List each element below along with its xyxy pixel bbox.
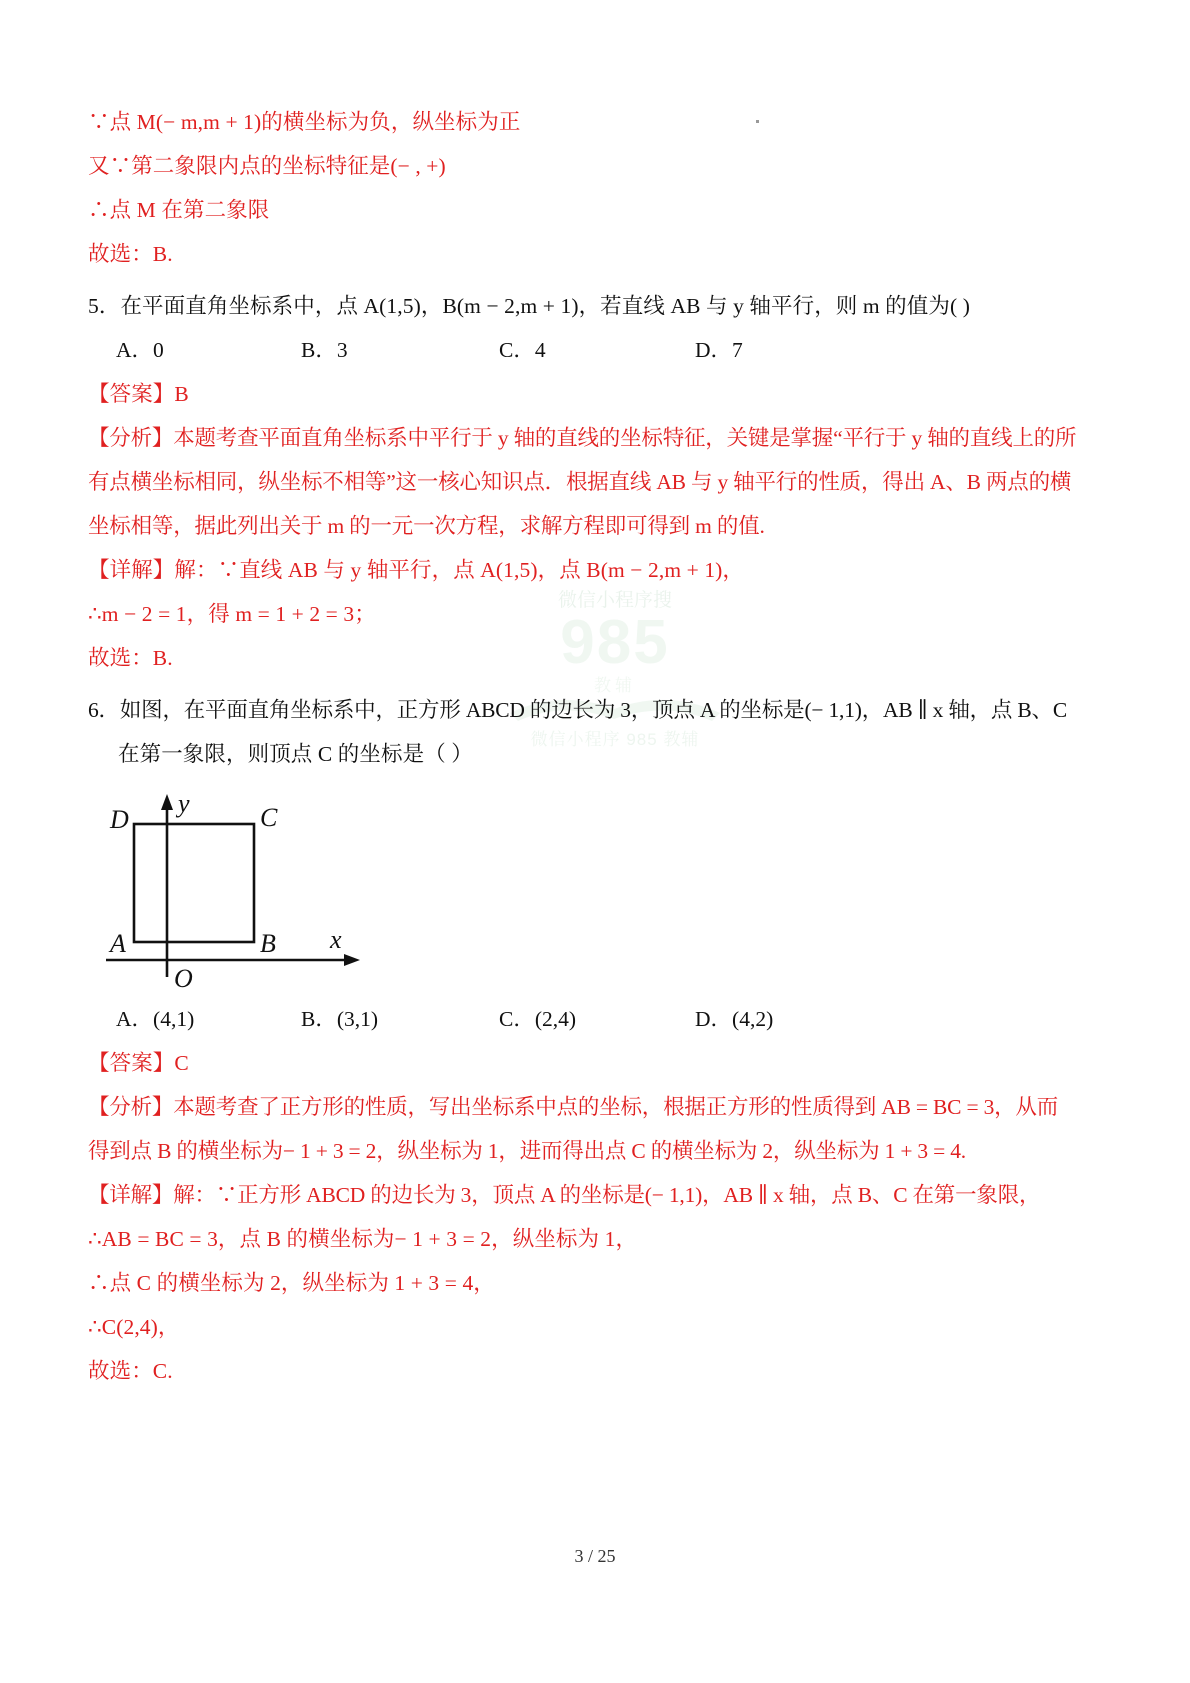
y-axis-arrow-icon: [161, 794, 173, 810]
question-6-detail-line-4: ∴C(2,4)，: [88, 1315, 180, 1339]
prev-solution-line-3: ∴点 M 在第二象限: [88, 198, 270, 222]
detail-label: 【详解】: [88, 558, 175, 582]
prev-solution-conclusion: 故选：B.: [88, 242, 173, 266]
option-c-key: C．: [499, 1007, 535, 1031]
question-6-option-c[interactable]: [499, 997, 695, 1041]
origin-label-o: O: [174, 964, 193, 993]
question-6-analysis-line-1: [88, 1085, 1098, 1129]
option-b-key: B．: [301, 1007, 337, 1031]
prev-solution-line-1: ∵点 M(− m,m + 1)的横坐标为负，纵坐标为正: [88, 110, 521, 134]
analysis-label: 【分析】: [88, 426, 174, 450]
vertex-label-d: D: [110, 805, 129, 834]
question-6-detail-line-1: [88, 1173, 1098, 1217]
question-6-answer: [88, 1041, 1098, 1085]
square-abcd: [134, 824, 254, 942]
page-number-footer: 3 / 25: [574, 1546, 616, 1566]
question-6-option-b[interactable]: [301, 997, 499, 1041]
prev-solution-line-2: 又∵第二象限内点的坐标特征是(− , +): [88, 154, 446, 178]
answer-value: B: [174, 382, 189, 406]
coordinate-plane-diagram: [98, 782, 428, 997]
question-5-option-d[interactable]: [695, 328, 855, 372]
analysis-text: 本题考查了正方形的性质，写出坐标系中点的坐标，根据正方形的性质得到 AB = BC = 3，从而: [173, 1095, 1059, 1119]
question-5-detail-line-2: ∴m − 2 = 1，得 m = 1 + 2 = 3；: [88, 602, 376, 626]
question-6-stem-line-2: 在第一象限，则顶点 C 的坐标是（ ）: [118, 742, 473, 766]
question-6-options: [88, 997, 1098, 1041]
vertex-label-b: B: [260, 929, 276, 958]
option-d-key: D．: [695, 338, 733, 362]
axis-label-y: y: [178, 789, 190, 818]
question-6-detail-line-3: ∴点 C 的横坐标为 2，纵坐标为 1 + 3 = 4，: [88, 1271, 495, 1295]
question-6-detail-line-2: ∴AB = BC = 3，点 B 的横坐标为− 1 + 3 = 2，纵坐标为 1，: [88, 1227, 638, 1251]
answer-label: 【答案】: [88, 1051, 175, 1075]
question-5-options: [88, 328, 1098, 372]
question-5-analysis-line-1: [88, 416, 1098, 460]
option-a-value: (4,1): [153, 1007, 195, 1031]
option-b-key: B．: [301, 338, 337, 362]
watermark-bottom-text: 微信小程序 985 教辅: [530, 730, 700, 749]
question-6-stem-line-1: 6．如图，在平面直角坐标系中，正方形 ABCD 的边长为 3，顶点 A 的坐标是(− 1,1)，AB ∥ x 轴，点 B、C: [88, 698, 1067, 722]
detail-text: 解：∵直线 AB 与 y 轴平行，点 A(1,5)，点 B(m − 2,m + 1)，: [174, 558, 745, 582]
question-6-option-a[interactable]: [116, 997, 301, 1041]
analysis-label: 【分析】: [88, 1095, 174, 1119]
vertex-label-a: A: [110, 929, 126, 958]
watermark-top-text: 微信小程序搜: [557, 590, 673, 611]
vertex-label-c: C: [260, 803, 278, 832]
question-5-analysis-line-3: 坐标相等，据此列出关于 m 的一元一次方程，求解方程即可得到 m 的值.: [88, 514, 765, 538]
watermark-number: 985: [560, 608, 670, 677]
option-a-key: A．: [116, 338, 154, 362]
answer-label: 【答案】: [88, 382, 175, 406]
option-b-value: 3: [336, 338, 348, 362]
page-content: [88, 100, 1098, 1393]
question-5-stem: 5．在平面直角坐标系中，点 A(1,5)，B(m − 2,m + 1)，若直线 AB 与 y 轴平行，则 m 的值为( ): [88, 294, 970, 318]
watermark-sub-text: 教辅: [594, 676, 636, 695]
axis-label-x: x: [330, 925, 342, 954]
detail-label: 【详解】: [88, 1183, 174, 1207]
option-b-value: (3,1): [336, 1007, 379, 1031]
question-5-option-b[interactable]: [301, 328, 499, 372]
question-6-analysis-line-2: 得到点 B 的横坐标为− 1 + 3 = 2，纵坐标为 1，进而得出点 C 的横坐标为 2，纵坐标为 1 + 3 = 4.: [88, 1139, 966, 1163]
detail-text: 解：∵正方形 ABCD 的边长为 3，顶点 A 的坐标是(− 1,1)，AB ∥ x 轴，点 B、C 在第一象限，: [173, 1183, 1041, 1207]
option-d-key: D．: [695, 1007, 733, 1031]
option-d-value: (4,2): [732, 1007, 774, 1031]
question-5-analysis-line-2: 有点横坐标相同，纵坐标不相等”这一核心知识点．根据直线 AB 与 y 轴平行的性质，得出 A、B 两点的横: [88, 470, 1072, 494]
question-5-answer: [88, 372, 1098, 416]
question-6-detail-conclusion: 故选：C.: [88, 1359, 173, 1383]
question-5-option-a[interactable]: [116, 328, 301, 372]
answer-value: C: [174, 1051, 189, 1075]
option-d-value: 7: [732, 338, 743, 362]
question-5-detail-conclusion: 故选：B.: [88, 646, 173, 670]
question-6-option-d[interactable]: [695, 997, 855, 1041]
question-6-figure: [98, 782, 428, 997]
question-5-detail-line-1: [88, 548, 1098, 592]
question-5-option-c[interactable]: [499, 328, 695, 372]
option-a-key: A．: [116, 1007, 154, 1031]
analysis-text: 本题考查平面直角坐标系中平行于 y 轴的直线的坐标特征，关键是掌握“平行于 y 轴的直线上的所: [173, 426, 1077, 450]
option-c-value: 4: [534, 338, 546, 362]
option-c-key: C．: [499, 338, 535, 362]
x-axis-arrow-icon: [344, 954, 360, 966]
option-a-value: 0: [153, 338, 164, 362]
option-c-value: (2,4): [534, 1007, 577, 1031]
